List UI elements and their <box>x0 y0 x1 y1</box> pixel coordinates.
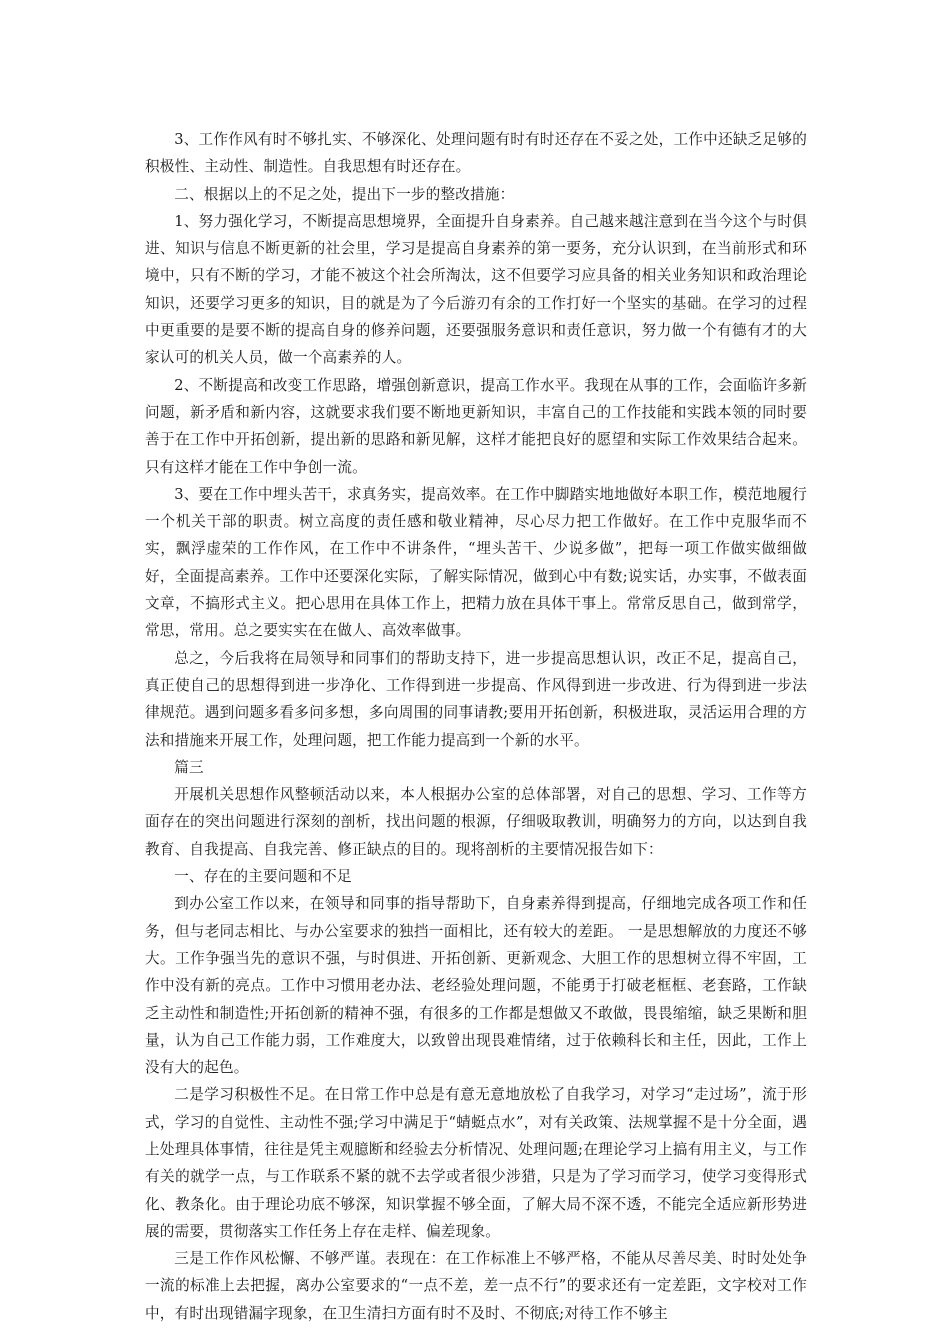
document-body <box>145 126 807 1327</box>
paragraph-problem-2: 二是学习积极性不足。在日常工作中总是有意无意地放松了自我学习，对学习“走过场”，流于形式，学习的自觉性、主动性不强;学习中满足于“蜻蜓点水”，对有关政策、法规掌握不是十分全面，遇上处理具体事情，往往是凭主观臆断和经验去分析情况、处理问题;在理论学习上搞有用主义，与工作有关的就学一点，与工作联系不紧的就不去学或者很少涉猎，只是为了学习而学习，使学习变得形式化、教条化。由于理论功底不够深，知识掌握不够全面，了解大局不深不透，不能完全适应新形势进展的需要，贯彻落实工作任务上存在走样、偏差现象。 <box>145 1086 807 1240</box>
paragraph-shortcoming-3: 3、工作作风有时不够扎实、不够深化、处理问题有时有时还存在不妥之处，工作中还缺乏足够的积极性、主动性、制造性。自我思想有时还存在。 <box>145 131 807 176</box>
paragraph-problem-3: 三是工作作风松懈、不够严谨。表现在：在工作标准上不够严格，不能从尽善尽美、时时处处争一流的标准上去把握，离办公室要求的“一点不差，差一点不行”的要求还有一定差距，文字校对工作中，有时出现错漏字现象，在卫生清扫方面有时不及时、不彻底;对待工作不够主 <box>145 1250 807 1322</box>
paragraph-summary: 总之，今后我将在局领导和同事们的帮助支持下，进一步提高思想认识，改正不足，提高自己，真正使自己的思想得到进一步净化、工作得到进一步提高、作风得到进一步改进、行为得到进一步法律规范。遇到问题多看多问多想，多向周围的同事请教;要用开拓创新，积极进取，灵活运用合理的方法和措施来开展工作，处理问题，把工作能力提高到一个新的水平。 <box>145 649 807 749</box>
paragraph-introduction: 开展机关思想作风整顿活动以来，本人根据办公室的总体部署，对自己的思想、学习、工作等方面存在的突出问题进行深刻的剖析，找出问题的根源，仔细吸取教训，明确努力的方向，以达到自我教育、自我提高、自我完善、修正缺点的目的。现将剖析的主要情况报告如下： <box>145 786 807 858</box>
heading-rectification-measures: 二、根据以上的不足之处，提出下一步的整改措施： <box>174 185 515 203</box>
paragraph-measure-1: 1、努力强化学习，不断提高思想境界，全面提升自身素养。自己越来越注意到在当今这个与时俱进、知识与信息不断更新的社会里，学习是提高自身素养的第一要务，充分认识到，在当前形式和环境中，只有不断的学习，才能不被这个社会所淘汰，这不但要学习应具备的相关业务知识和政治理论知识，还要学习更多的知识，目的就是为了今后游刃有余的工作打好一个坚实的基础。在学习的过程中更重要的是要不断的提高自身的修养问题，还要强服务意识和责任意识，努力做一个有德有才的大家认可的机关人员，做一个高素养的人。 <box>145 212 807 367</box>
paragraph-measure-3: 3、要在工作中埋头苦干，求真务实，提高效率。在工作中脚踏实地地做好本职工作，模范地履行一个机关干部的职责。树立高度的责任感和敬业精神，尽心尽力把工作做好。在工作中克服华而不实，飘浮虚荣的工作作风，在工作中不讲条件，“埋头苦干、少说多做”，把每一项工作做实做细做好，全面提高素养。工作中还要深化实际，了解实际情况，做到心中有数;说实话，办实事，不做表面文章，不搞形式主义。把心思用在具体工作上，把精力放在具体干事上。常常反思自己，做到常学，常思，常用。总之要实实在在做人、高效率做事。 <box>145 485 807 640</box>
paragraph-problem-1: 到办公室工作以来，在领导和同事的指导帮助下，自身素养得到提高，仔细地完成各项工作和任务，但与老同志相比、与办公室要求的独挡一面相比，还有较大的差距。 一是思想解放的力度还不够大。工作争强当先的意识不强，与时俱进、开拓创新、更新观念、大胆工作的思想树立得不牢固，工作中没有新的亮点。工作中习惯用老办法、老经验处理问题，不能勇于打破老框框、老套路，工作缺乏主动性和制造性;开拓创新的精神不强，有很多的工作都是想做又不敢做，畏畏缩缩，缺乏果断和胆量，认为自己工作能力弱，工作难度大，以致曾出现畏难情绪，过于依赖科长和主任，因此，工作上没有大的起色。 <box>145 895 807 1077</box>
section-title-part-three: 篇三 <box>174 758 204 776</box>
paragraph-measure-2: 2、不断提高和改变工作思路，增强创新意识，提高工作水平。我现在从事的工作，会面临许多新问题，新矛盾和新内容，这就要求我们要不断地更新知识，丰富自己的工作技能和实践本领的同时要善于在工作中开拓创新，提出新的思路和新见解，这样才能把良好的愿望和实际工作效果结合起来。只有这样才能在工作中争创一流。 <box>145 376 807 476</box>
heading-main-problems: 一、存在的主要问题和不足 <box>174 868 352 886</box>
